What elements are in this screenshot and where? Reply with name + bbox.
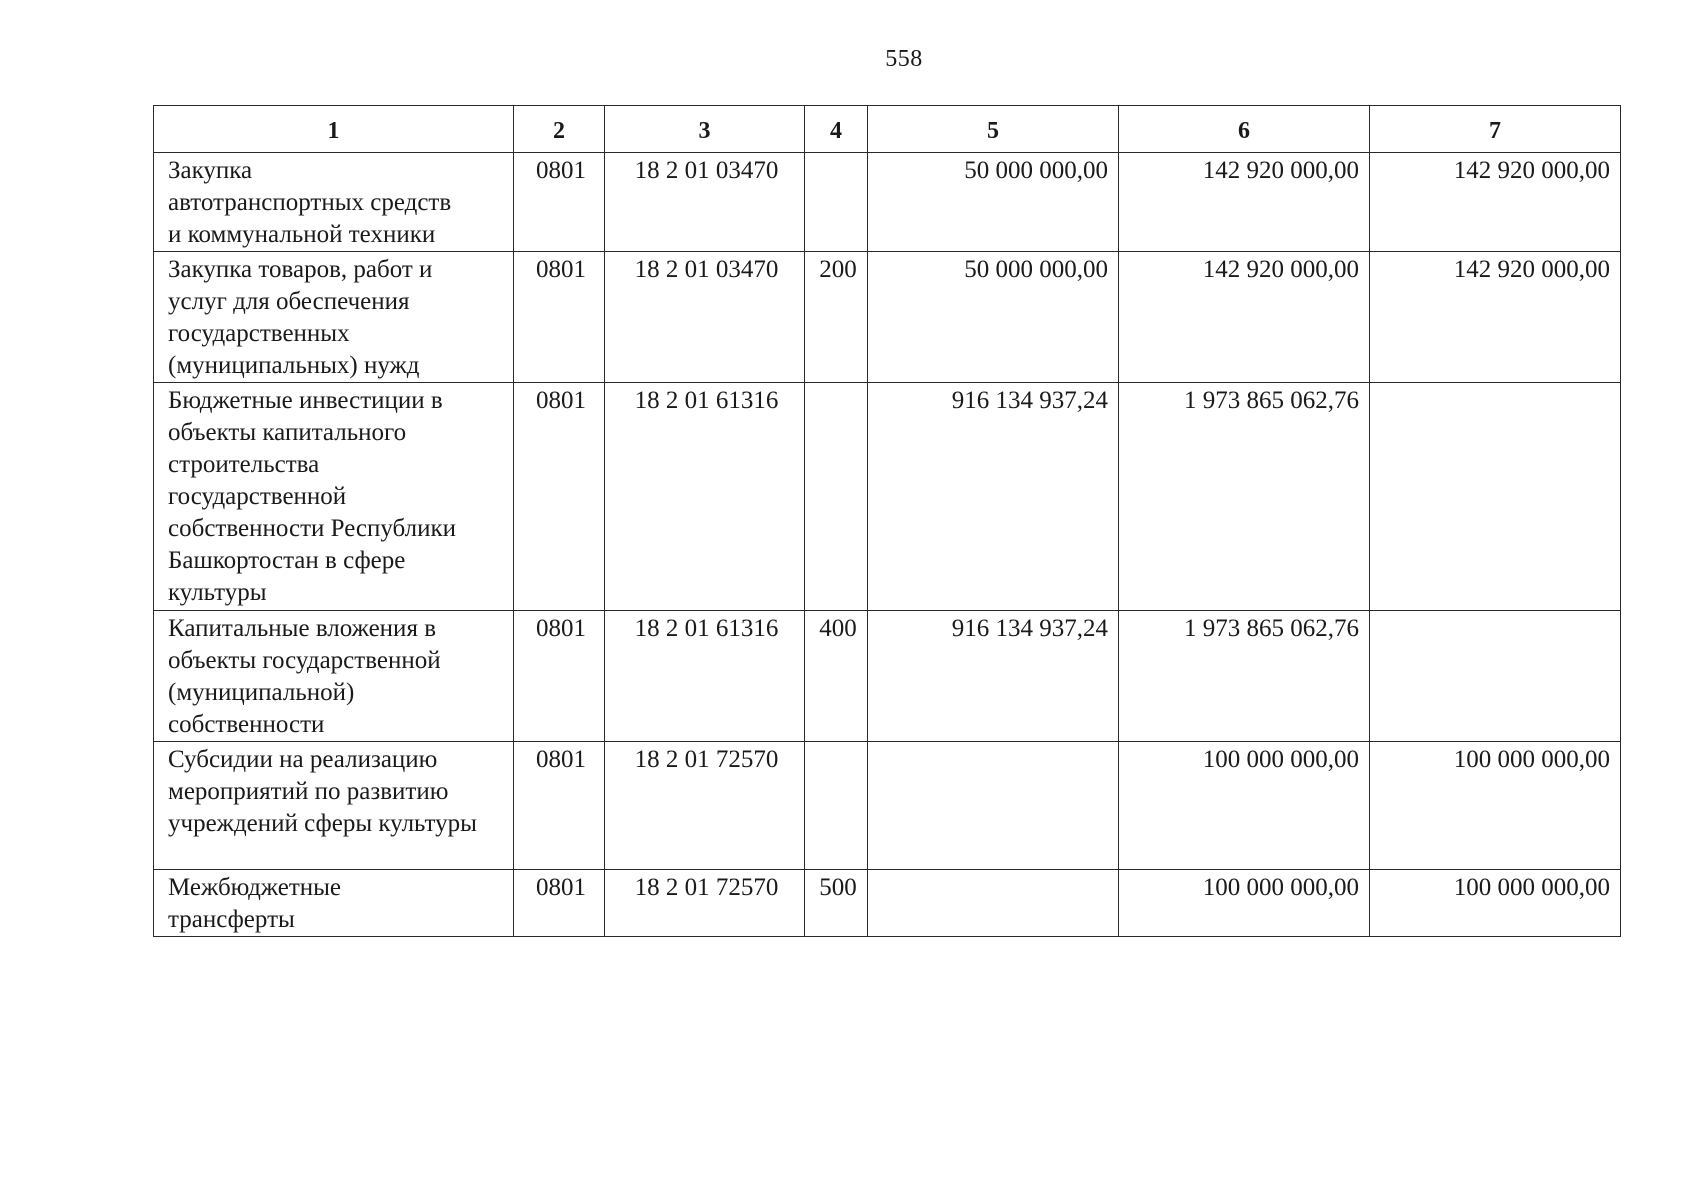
row-col7: 100 000 000,00 bbox=[1370, 742, 1621, 870]
table-row bbox=[154, 383, 1621, 611]
row-expense-type bbox=[805, 153, 868, 252]
row-target-article: 18 2 01 03470 bbox=[605, 252, 805, 383]
table-header-row bbox=[154, 106, 1621, 153]
row-target-article: 18 2 01 03470 bbox=[605, 153, 805, 252]
row-col5 bbox=[868, 870, 1119, 937]
row-col5: 916 134 937,24 bbox=[868, 611, 1119, 742]
header-col-4: 4 bbox=[805, 106, 868, 153]
budget-table bbox=[153, 105, 1621, 937]
header-col-2: 2 bbox=[514, 106, 605, 153]
row-section: 0801 bbox=[514, 383, 605, 611]
row-name: Субсидии на реализацию мероприятий по развитию учреждений сферы культуры bbox=[154, 742, 514, 870]
row-col6: 142 920 000,00 bbox=[1119, 153, 1370, 252]
row-expense-type: 200 bbox=[805, 252, 868, 383]
table-row bbox=[154, 611, 1621, 742]
row-target-article: 18 2 01 72570 bbox=[605, 870, 805, 937]
row-col6: 100 000 000,00 bbox=[1119, 742, 1370, 870]
row-col6: 1 973 865 062,76 bbox=[1119, 611, 1370, 742]
row-expense-type bbox=[805, 383, 868, 611]
row-name: Закупка автотранспортных средств и коммунальной техники bbox=[154, 153, 514, 252]
row-col5: 916 134 937,24 bbox=[868, 383, 1119, 611]
row-name: Капитальные вложения в объекты государственной (муниципальной) собственности bbox=[154, 611, 514, 742]
header-col-1: 1 bbox=[154, 106, 514, 153]
row-col6: 1 973 865 062,76 bbox=[1119, 383, 1370, 611]
row-col7: 100 000 000,00 bbox=[1370, 870, 1621, 937]
header-col-5: 5 bbox=[868, 106, 1119, 153]
row-name: Бюджетные инвестиции в объекты капитального строительства государственной собственности Республики Башкортостан в сфере культуры bbox=[154, 383, 514, 611]
page-number: 558 bbox=[885, 46, 923, 72]
table-row bbox=[154, 252, 1621, 383]
row-expense-type bbox=[805, 742, 868, 870]
row-col7: 142 920 000,00 bbox=[1370, 153, 1621, 252]
row-section: 0801 bbox=[514, 611, 605, 742]
row-col7: 142 920 000,00 bbox=[1370, 252, 1621, 383]
row-col6: 100 000 000,00 bbox=[1119, 870, 1370, 937]
row-name: Межбюджетные трансферты bbox=[154, 870, 514, 937]
row-section: 0801 bbox=[514, 870, 605, 937]
row-expense-type: 400 bbox=[805, 611, 868, 742]
row-col7 bbox=[1370, 383, 1621, 611]
row-target-article: 18 2 01 72570 bbox=[605, 742, 805, 870]
row-col6: 142 920 000,00 bbox=[1119, 252, 1370, 383]
table-row bbox=[154, 742, 1621, 870]
table-row bbox=[154, 153, 1621, 252]
row-target-article: 18 2 01 61316 bbox=[605, 383, 805, 611]
header-col-6: 6 bbox=[1119, 106, 1370, 153]
row-target-article: 18 2 01 61316 bbox=[605, 611, 805, 742]
header-col-7: 7 bbox=[1370, 106, 1621, 153]
row-section: 0801 bbox=[514, 742, 605, 870]
row-col5 bbox=[868, 742, 1119, 870]
table-row bbox=[154, 870, 1621, 937]
row-section: 0801 bbox=[514, 252, 605, 383]
row-col5: 50 000 000,00 bbox=[868, 252, 1119, 383]
row-name: Закупка товаров, работ и услуг для обеспечения государственных (муниципальных) нужд bbox=[154, 252, 514, 383]
row-section: 0801 bbox=[514, 153, 605, 252]
header-col-3: 3 bbox=[605, 106, 805, 153]
row-expense-type: 500 bbox=[805, 870, 868, 937]
row-col5: 50 000 000,00 bbox=[868, 153, 1119, 252]
row-col7 bbox=[1370, 611, 1621, 742]
